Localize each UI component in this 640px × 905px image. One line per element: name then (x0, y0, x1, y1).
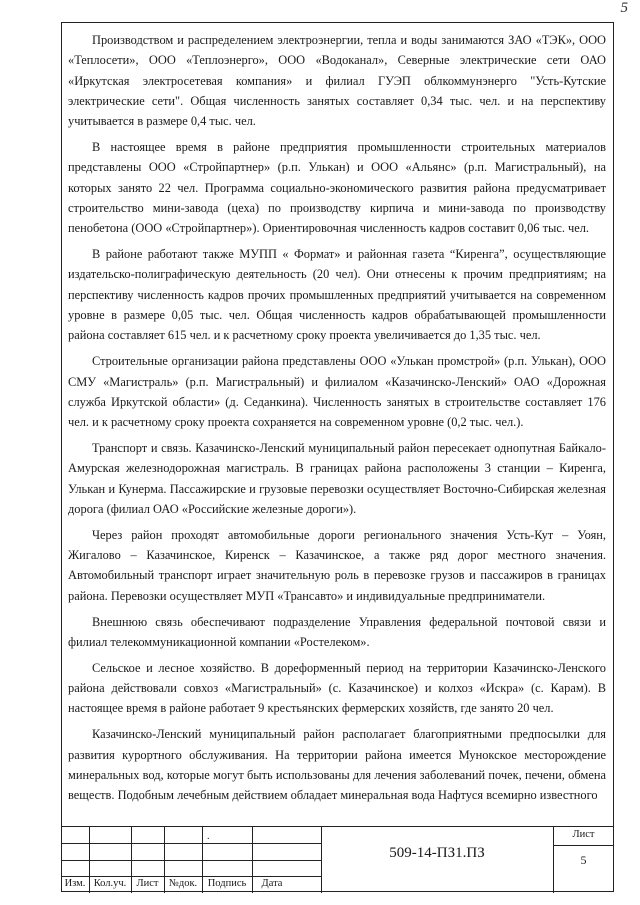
paragraph: Производством и распределением электроэнергии, тепла и воды занимаются ЗАО «ТЭК», ООО «Теплосети», ООО «Теплоэнерго», ООО «Водоканал», Северные электрические сети ОАО «Иркутская электросетевая компания» и филиал ГУЭП облкоммунэнерго "Усть-Кутские электрические сети". Общая численность занятых составляет 0,34 тыс. чел. и на перспективу учитывается в размере 0,4 тыс. чел. (68, 33, 606, 129)
paragraph: В настоящее время в районе предприятия промышленности строительных материалов представлены ООО «Стройпартнер» (р.п. Улькан) и ООО «Альянс» (р.п. Магистральный), на которых занято 22 чел. Программа социально-экономического развития района предусматривает строительство мини-завода (цеха) по производству кирпича и мини-завода по производству пенобетона (ООО «Стройпартнер»). Ориентировочная численность кадров составит 0,06 тыс. чел. (68, 140, 606, 236)
stamp-dot: . (207, 831, 210, 842)
paragraph: Строительные организации района представлены ООО «Улькан промстрой» (р.п. Улькан), ООО СМУ «Магистраль» (р.п. Магистральный) и филиалом «Казачинско-Ленский» ОАО «Дорожная служба Иркутской области» (д. Седанкина). Численность занятых в строительстве составляет 176 чел. и к расчетному сроку проекта сохраняется на современном уровне (0,2 тыс. чел.). (68, 354, 606, 430)
stamp-label-izm: Изм. (64, 878, 86, 889)
handwritten-page-number: 5 (620, 0, 628, 16)
stamp-label-list: Лист (136, 878, 159, 889)
paragraph: В районе работают также МУПП « Формат» и районная газета “Киренга”, осуществляющие издательско-полиграфическую деятельность (20 чел). Они отнесены к прочим предприятиям; на перспективу численность кадров прочих промышленных предприятий учитывается на современном уровне в размере 0,05 тыс. чел. Общая численность кадров обрабатывающей промышленности района составляет 615 чел. и к расчетному сроку проекта увеличивается до 1,35 тыс. чел. (68, 247, 606, 343)
stamp-label-podpis: Подпись (207, 878, 247, 889)
paragraph: Внешнюю связь обеспечивают подразделение Управления федеральной почтовой связи и филиал телекоммуникационной компании «Ростелеком». (68, 614, 606, 649)
stamp-label-ndok: №док. (168, 878, 198, 889)
sheet-label: Лист (572, 829, 595, 840)
stamp-label-kol-uch: Кол.уч. (93, 878, 127, 889)
sheet-number: 5 (580, 853, 587, 867)
body-text (68, 30, 606, 811)
document-code: 509-14-ПЗ1.ПЗ (389, 845, 485, 861)
stamp-label-data: Дата (261, 878, 283, 889)
paragraph: Казачинско-Ленский муниципальный район располагает благоприятными предпосылки для развития курортного обслуживания. На территории района имеется Мунокское месторождение минеральных вод, которые могут быть использованы для лечения заболеваний почек, печени, обмена веществ. Подобным лечебным действием обладает минеральная вода Нафтуся всемирно известного (68, 727, 606, 803)
paragraph: Через район проходят автомобильные дороги регионального значения Усть-Кут – Уоян, Жигалово – Казачинское, Киренск – Казачинское, а также ряд дорог местного значения. Автомобильный транспорт играет значительную роль в перевозке грузов и пассажиров в границах района. Перевозки осуществляет МУП «Трансавто» и индивидуальные предприниматели. (68, 527, 606, 603)
paragraph: Сельское и лесное хозяйство. В дореформенный период на территории Казачинско-Ленского района действовали совхоз «Магистральный» (с. Казачинское) и колхоз «Искра» (с. Карам). В настоящее время в районе работает 9 крестьянских фермерских хозяйств, где занято 20 чел. (68, 660, 606, 716)
title-block-stamp (61, 826, 614, 892)
paragraph: Транспорт и связь. Казачинско-Ленский муниципальный район пересекает однопутная Байкало-Амурская железнодорожная магистраль. В границах района расположены 3 станции – Киренга, Улькан и Кунерма. Пассажирские и грузовые перевозки осуществляет Восточно-Сибирская железная дорога (филиал ОАО «Российские железные дороги»). (68, 441, 606, 516)
